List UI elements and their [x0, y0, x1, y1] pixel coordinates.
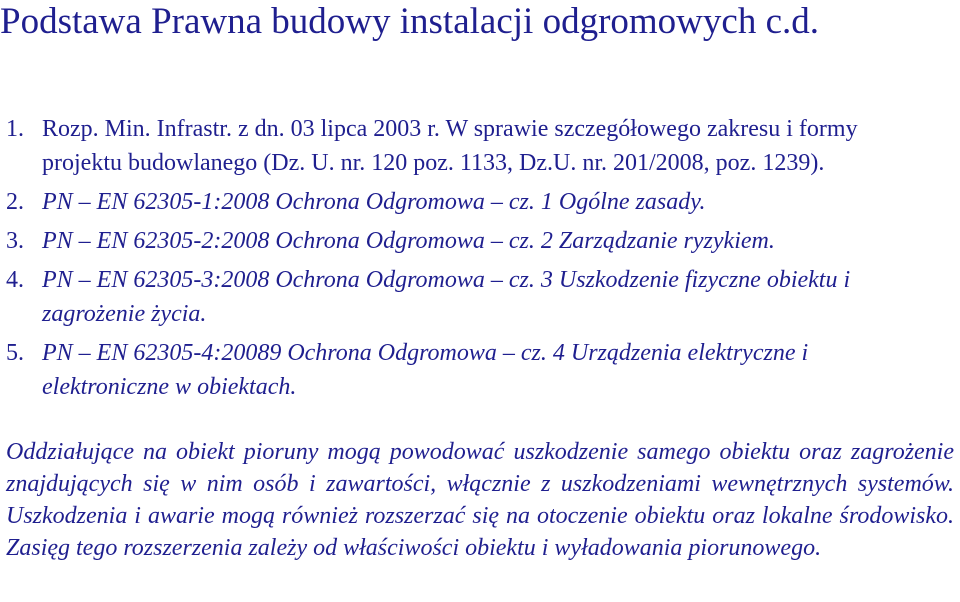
- description-paragraph: Oddziałujące na obiekt pioruny mogą powodować uszkodzenie samego obiektu oraz zagrożenie znajdujących się w nim osób i zawartości, włącznie z uszkodzeniami wewnętrznych systemów. Uszkodzenia i awarie mogą również rozszerzać się na otoczenie obiektu oraz lokalne środowisko. Zasięg tego rozszerzenia zależy od właściwości obiektu i wyładowania piorunowego.: [6, 439, 954, 561]
- list-item: [6, 185, 936, 219]
- list-item-number: 2.: [6, 189, 24, 215]
- list-item-text: PN – EN 62305-3:2008 Ochrona Odgromowa – cz. 3 Uszkodzenie fizyczne obiektu i zagrożenie życia.: [42, 267, 851, 327]
- list-item: [6, 336, 936, 404]
- list-item-number: 5.: [6, 340, 24, 366]
- list-item: [6, 263, 936, 331]
- list-item-number: 3.: [6, 228, 24, 254]
- list-item: [6, 112, 936, 180]
- list-item-number: 1.: [6, 116, 24, 142]
- list-item-text: PN – EN 62305-1:2008 Ochrona Odgromowa – cz. 1 Ogólne zasady.: [42, 189, 706, 215]
- list-item-text: PN – EN 62305-4:20089 Ochrona Odgromowa – cz. 4 Urządzenia elektryczne i elektroniczne w obiektach.: [42, 340, 809, 400]
- list-item-text: Rozp. Min. Infrastr. z dn. 03 lipca 2003 r. W sprawie szczegółowego zakresu i formy projektu budowlanego (Dz. U. nr. 120 poz. 1133, Dz.U. nr. 201/2008, poz. 1239).: [42, 116, 858, 176]
- legal-basis-list: [6, 112, 936, 409]
- page-title: Podstawa Prawna budowy instalacji odgromowych c.d.: [0, 1, 819, 42]
- list-item-text: PN – EN 62305-2:2008 Ochrona Odgromowa – cz. 2 Zarządzanie ryzykiem.: [42, 228, 775, 254]
- list-item-number: 4.: [6, 267, 24, 293]
- list-item: [6, 224, 936, 258]
